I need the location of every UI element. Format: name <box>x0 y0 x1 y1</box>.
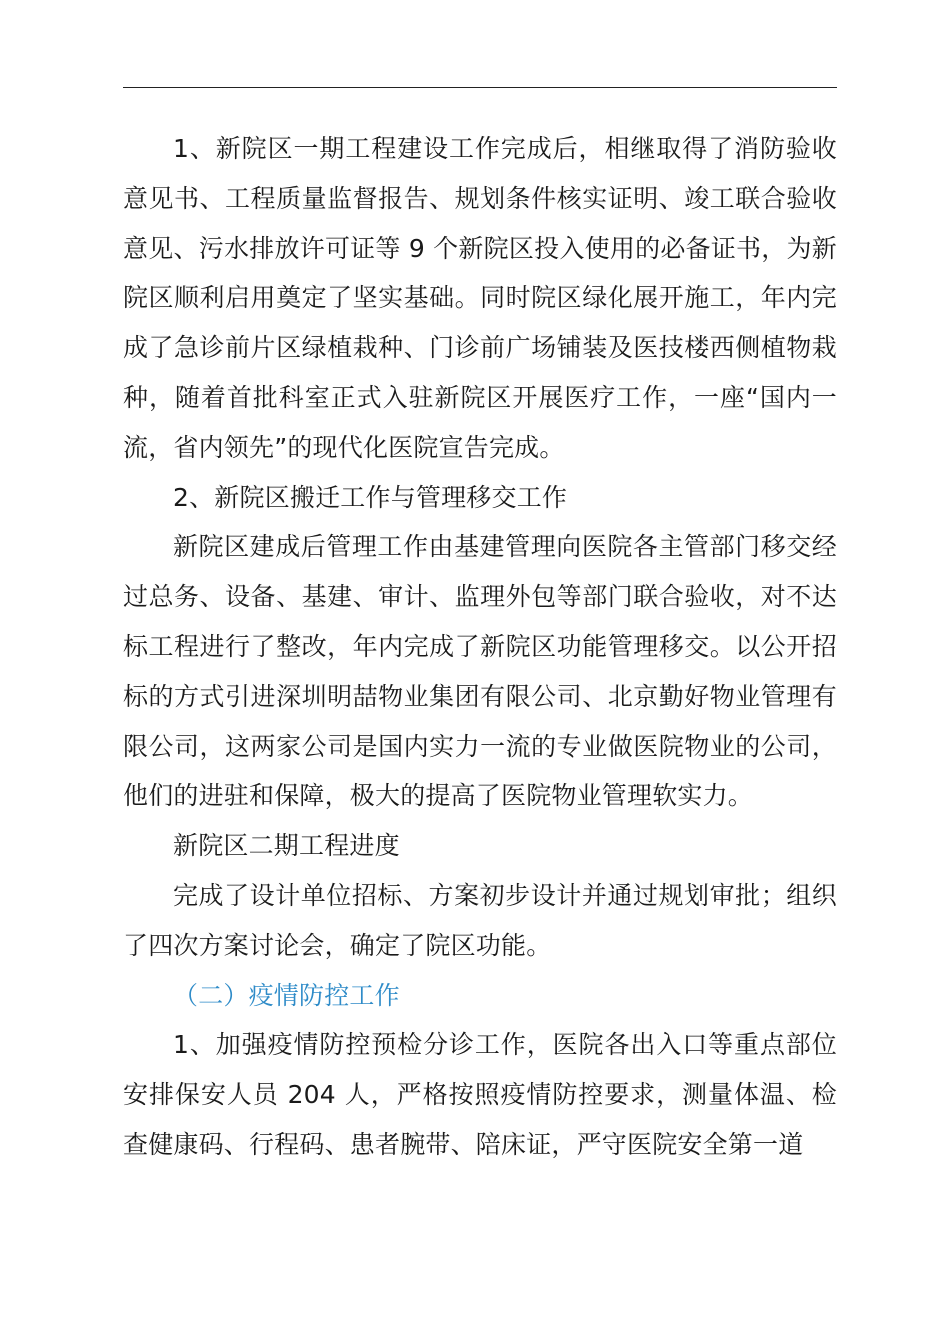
document-body <box>123 124 837 1170</box>
header-rule <box>123 87 837 88</box>
paragraph-epidemic-triage: 1、加强疫情防控预检分诊工作，医院各出入口等重点部位安排保安人员 204 人，严格按照疫情防控要求，测量体温、检查健康码、行程码、患者腕带、陪床证，严守医院安全第一道 <box>123 1030 837 1159</box>
paragraph-relocation-title: 2、新院区搬迁工作与管理移交工作 <box>173 482 568 512</box>
paragraph-phase-two-progress: 完成了设计单位招标、方案初步设计并通过规划审批；组织了四次方案讨论会，确定了院区功能。 <box>123 880 837 960</box>
section-heading-epidemic-control: （二）疫情防控工作 <box>173 980 400 1010</box>
paragraph-completion-certificates: 1、新院区一期工程建设工作完成后，相继取得了消防验收意见书、工程质量监督报告、规划条件核实证明、竣工联合验收意见、污水排放许可证等 9 个新院区投入使用的必备证书，为新院区顺利启用奠定了坚实基础。同时院区绿化展开施工，年内完成了急诊前片区绿植栽种、门诊前广场铺装及医技楼西侧植物栽种，随着首批科室正式入驻新院区开展医疗工作，一座“国内一流，省内领先”的现代化医院宣告完成。 <box>123 134 837 462</box>
paragraph-management-handover: 新院区建成后管理工作由基建管理向医院各主管部门移交经过总务、设备、基建、审计、监理外包等部门联合验收，对不达标工程进行了整改，年内完成了新院区功能管理移交。以公开招标的方式引进深圳明喆物业集团有限公司、北京勤好物业管理有限公司，这两家公司是国内实力一流的专业做医院物业的公司，他们的进驻和保障，极大的提高了医院物业管理软实力。 <box>123 532 837 811</box>
paragraph-phase-two-title: 新院区二期工程进度 <box>173 831 400 861</box>
